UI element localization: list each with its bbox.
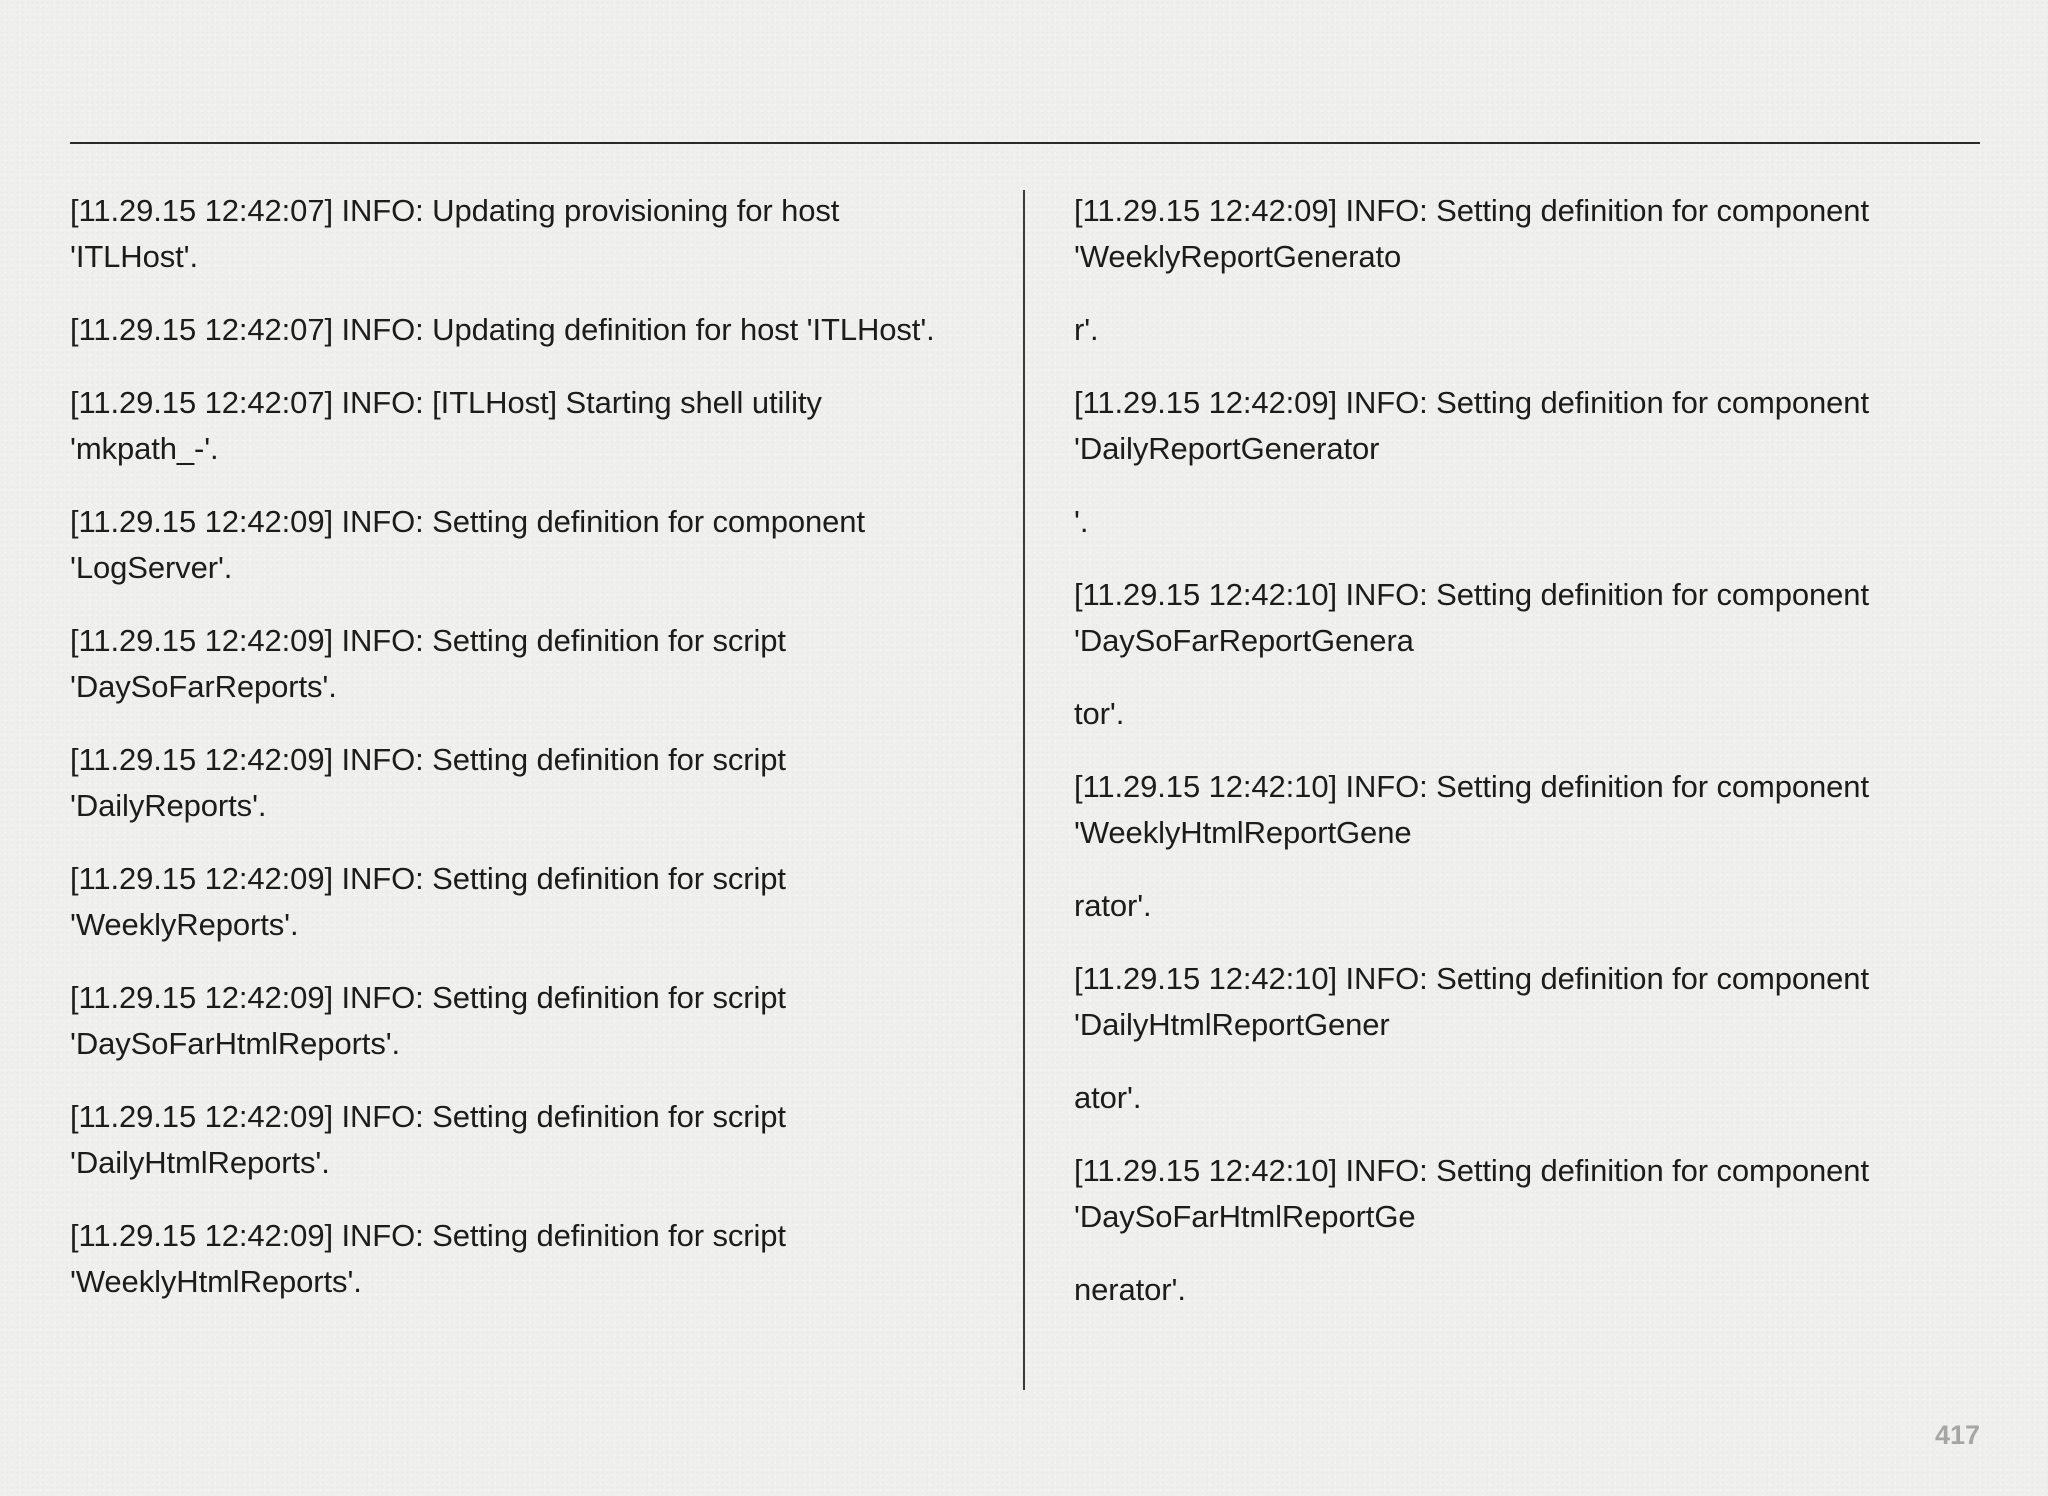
- log-entry: [11.29.15 12:42:09] INFO: Setting definition for script 'DaySoFarReports'.: [70, 623, 786, 704]
- page-number: 417: [1934, 1420, 1980, 1450]
- log-entry: [11.29.15 12:42:09] INFO: Setting definition for component 'DailyReportGenerator: [1074, 385, 1869, 466]
- log-entry: [11.29.15 12:42:09] INFO: Setting definition for script 'DailyReports'.: [70, 742, 786, 823]
- log-entry: [11.29.15 12:42:07] INFO: Updating provisioning for host 'ITLHost'.: [70, 193, 840, 274]
- top-rule: [70, 142, 1980, 144]
- log-entry: [11.29.15 12:42:10] INFO: Setting definition for component 'DaySoFarHtmlReportGe: [1074, 1153, 1869, 1234]
- log-entry-continuation: tor'.: [1074, 696, 1125, 731]
- log-entry: [11.29.15 12:42:09] INFO: Setting definition for script 'DailyHtmlReports'.: [70, 1099, 786, 1180]
- log-entry-continuation: rator'.: [1074, 888, 1152, 923]
- log-entry: [11.29.15 12:42:10] INFO: Setting definition for component 'WeeklyHtmlReportGene: [1074, 769, 1869, 850]
- log-entry: [11.29.15 12:42:09] INFO: Setting definition for component 'LogServer'.: [70, 504, 865, 585]
- log-entry: [11.29.15 12:42:10] INFO: Setting definition for component 'DaySoFarReportGenera: [1074, 577, 1869, 658]
- log-entry: [11.29.15 12:42:10] INFO: Setting definition for component 'DailyHtmlReportGener: [1074, 961, 1869, 1042]
- log-entry: [11.29.15 12:42:09] INFO: Setting definition for component 'WeeklyReportGenerato: [1074, 193, 1869, 274]
- log-entry-continuation: r'.: [1074, 312, 1099, 347]
- log-entry: [11.29.15 12:42:07] INFO: Updating definition for host 'ITLHost'.: [70, 312, 935, 347]
- log-entry-continuation: '.: [1074, 504, 1089, 539]
- log-entry-continuation: nerator'.: [1074, 1272, 1186, 1307]
- column-divider: [1023, 190, 1025, 1390]
- log-entry: [11.29.15 12:42:09] INFO: Setting definition for script 'WeeklyReports'.: [70, 861, 786, 942]
- right-log-column: [1074, 188, 1984, 1340]
- log-entry: [11.29.15 12:42:09] INFO: Setting definition for script 'WeeklyHtmlReports'.: [70, 1218, 786, 1299]
- log-entry-continuation: ator'.: [1074, 1080, 1142, 1115]
- log-entry: [11.29.15 12:42:09] INFO: Setting definition for script 'DaySoFarHtmlReports'.: [70, 980, 786, 1061]
- left-log-column: [70, 188, 1020, 1332]
- log-entry: [11.29.15 12:42:07] INFO: [ITLHost] Starting shell utility 'mkpath_-'.: [70, 385, 822, 466]
